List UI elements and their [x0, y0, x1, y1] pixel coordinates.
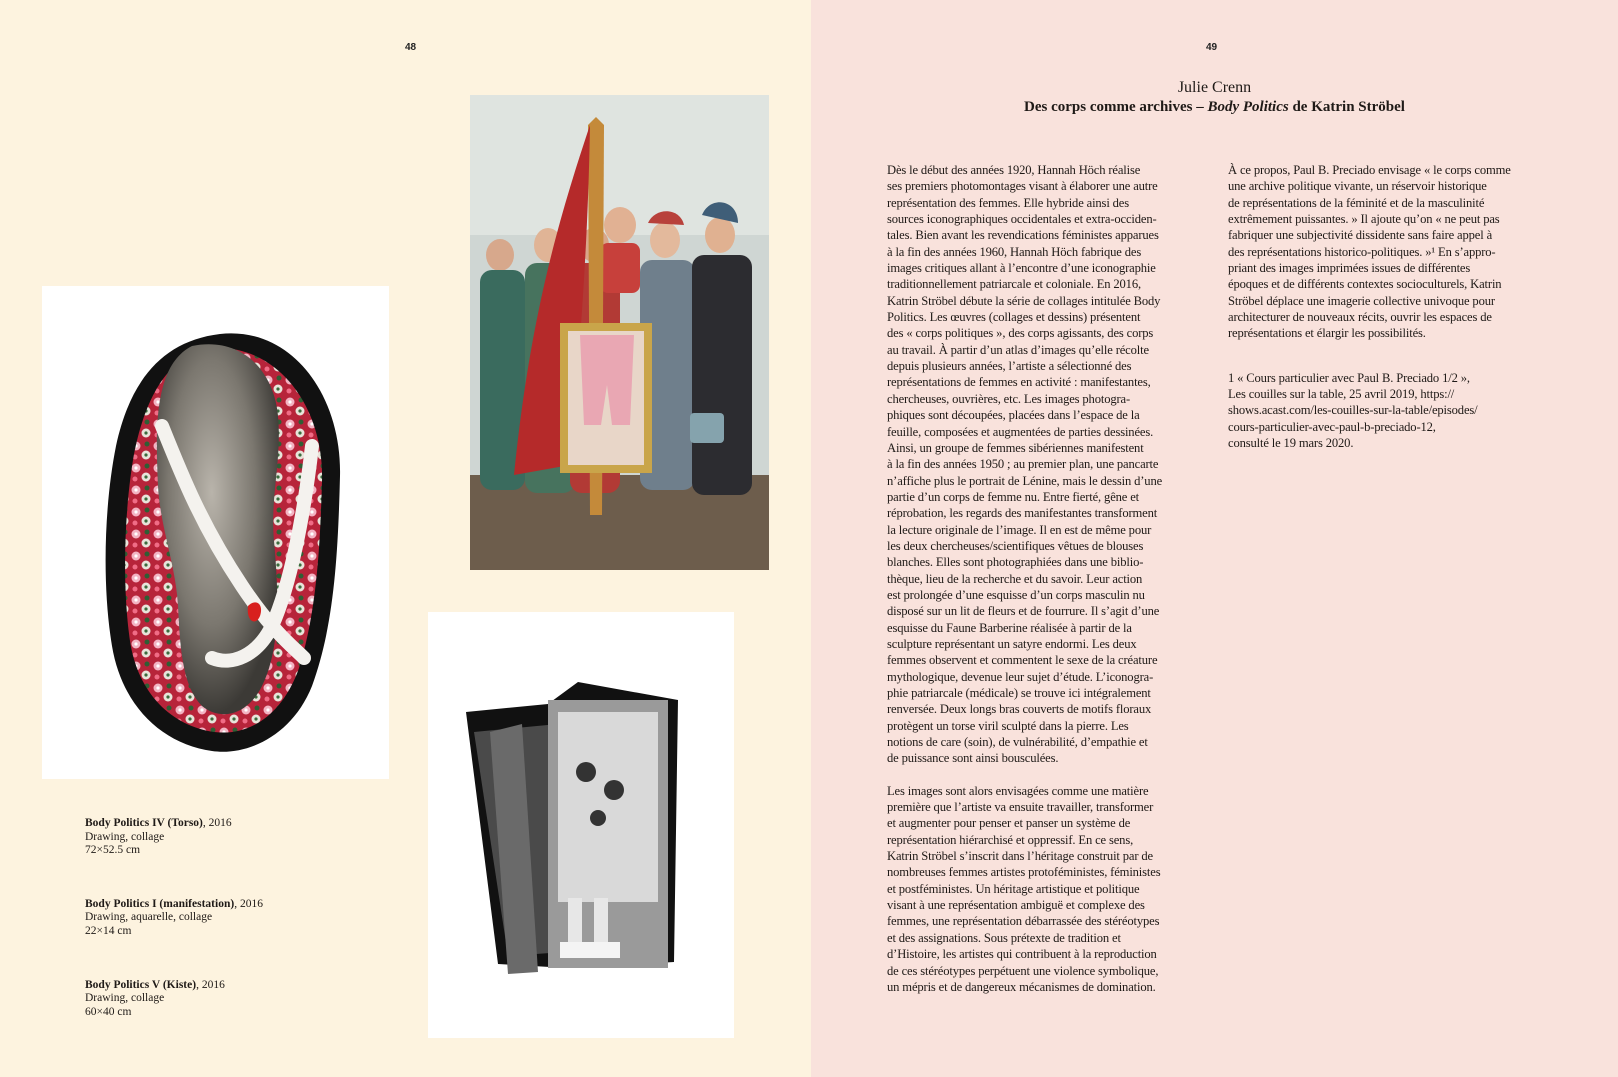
text-line: et augmenter pour penser et panser un système de — [887, 816, 1131, 831]
caption-list — [85, 817, 263, 1059]
caption-year: , 2016 — [196, 978, 225, 991]
caption-medium: Drawing, collage — [85, 830, 165, 843]
artwork-torso — [42, 286, 389, 779]
text-line: protègent un torse viril sculpté dans la pierre. Les — [887, 718, 1129, 733]
text-line: de représentations de la féminité et de la masculinité — [1228, 195, 1485, 210]
text-line: mythologique, devenue leur sujet d’étude. L’iconogra- — [887, 669, 1154, 684]
caption-medium: Drawing, collage — [85, 992, 165, 1005]
text-line: chercheuses, ouvrières, etc. Les images photogra- — [887, 391, 1131, 406]
text-line: nombreuses femmes artistes protoféministes, féministes — [887, 865, 1161, 880]
text-line: blanches. Elles sont photographiées dans une biblio- — [887, 555, 1144, 570]
text-line: consulté le 19 mars 2020. — [1228, 436, 1354, 451]
text-line: représentation des femmes. Elle hybride ainsi des — [887, 195, 1129, 210]
text-line: Katrin Ströbel s’inscrit dans l’héritage construit par de — [887, 849, 1153, 864]
text-line: réprobation, les regards des manifestantes transforment — [887, 506, 1158, 521]
caption-size: 60×40 cm — [85, 1005, 132, 1018]
text-line: tales. Bien avant les revendications féministes apparues — [887, 228, 1159, 243]
text-line: femmes, une représentation débarrassée des stéréotypes — [887, 914, 1160, 929]
text-line: femmes observent et commentent le sexe de la créature — [887, 653, 1158, 668]
text-line: Politics. Les œuvres (collages et dessins) présentent — [887, 310, 1141, 325]
text-line: représentation hiérarchisé et oppressif. En ce sens, — [887, 832, 1134, 847]
text-line: esquisse du Faune Barberine réalisée à partir de la — [887, 620, 1132, 635]
caption-title: Body Politics I (manifestation) — [85, 897, 235, 910]
text-line: une archive politique vivante, un réservoir historique — [1228, 179, 1487, 194]
text-line: un mépris et de dangereux mécanismes de domination. — [887, 979, 1156, 994]
text-line: notions de care (soin), de vulnérabilité, d’empathie et — [887, 735, 1148, 750]
title-part: de Katrin Ströbel — [1288, 99, 1405, 115]
caption-manifestation — [85, 898, 263, 939]
text-line: shows.acast.com/les-couilles-sur-la-table/episodes/ — [1228, 403, 1478, 418]
text-line: la lecture originale de l’image. Il en est de même pour — [887, 522, 1152, 537]
text-line: priant des images imprimées issues de différentes — [1228, 261, 1471, 276]
text-line: des représentations historico-politiques. »¹ En s’appro- — [1228, 244, 1496, 259]
text-line: ses premiers photomontages visant à élaborer une autre — [887, 179, 1158, 194]
caption-year: , 2016 — [234, 897, 263, 910]
caption-medium: Drawing, aquarelle, collage — [85, 911, 213, 924]
torso-collage-image — [42, 286, 389, 779]
text-line: d’Histoire, les artistes qui contribuent à la reproduction — [887, 947, 1157, 962]
text-line: de puissance sont ainsi bousculées. — [887, 751, 1059, 766]
kiste-collage-image — [428, 612, 734, 1038]
artwork-kiste — [428, 612, 734, 1038]
text-line: représentations et élargir les possibilités. — [1228, 326, 1426, 341]
caption-size: 22×14 cm — [85, 924, 132, 937]
text-line: sources iconographiques occidentales et extra-occiden- — [887, 212, 1157, 227]
text-line: thèque, lieu de la recherche et du savoir. Leur action — [887, 571, 1143, 586]
text-line: partie d’un corps de femme nu. Entre fierté, gêne et — [887, 489, 1140, 504]
text-line: et des assignations. Sous prétexte de tradition et — [887, 930, 1121, 945]
caption-title: Body Politics IV (Torso) — [85, 817, 203, 829]
text-column-1 — [887, 162, 1197, 1011]
text-line: de ces stéréotypes perpétuent une violence symbolique, — [887, 963, 1159, 978]
artwork-manifestation — [470, 95, 769, 570]
text-line: architecturer de nouveaux récits, ouvrir les espaces de — [1228, 310, 1492, 325]
text-line: des « corps politiques », des corps agissants, des corps — [887, 326, 1154, 341]
article-author: Julie Crenn — [1177, 79, 1252, 96]
text-line: représentations de femmes en activité : manifestantes, — [887, 375, 1151, 390]
text-line: n’affiche plus le portrait de Lénine, mais le dessin d’une — [887, 473, 1163, 488]
text-line: images critiques allant à l’encontre d’une iconographie — [887, 261, 1156, 276]
text-line: cours-particulier-avec-paul-b-preciado-12, — [1228, 419, 1436, 434]
page-number-left: 48 — [405, 42, 417, 53]
footnote — [1228, 370, 1540, 452]
text-line: Les images sont alors envisagées comme une matière — [887, 783, 1149, 798]
text-line: Ainsi, un groupe de femmes sibériennes manifestent — [887, 440, 1144, 455]
paragraph-1 — [887, 162, 1197, 767]
text-line: à la fin des années 1960, Hannah Höch fabrique des — [887, 244, 1142, 259]
caption-title: Body Politics V (Kiste) — [85, 978, 197, 991]
text-line: à la fin des années 1950 ; au premier plan, une pancarte — [887, 457, 1159, 472]
text-line: visant à une représentation ambiguë et complexe des — [887, 898, 1145, 913]
text-line: fabriquer une subjectivité dissidente sans faire appel à — [1228, 228, 1493, 243]
text-line: feuille, composées et augmentées de parties dessinées. — [887, 424, 1154, 439]
paragraph-3 — [1228, 162, 1540, 342]
text-column-2 — [1228, 162, 1540, 452]
text-line: Ströbel déplace une imagerie collective univoque pour — [1228, 293, 1495, 308]
text-line: Dès le début des années 1920, Hannah Höch réalise — [887, 163, 1141, 177]
manifestation-collage-image — [470, 95, 769, 570]
text-line: phiques sont découpées, placées dans l’espace de la — [887, 408, 1140, 423]
text-line: extrêmement puissantes. » Il ajoute qu’on « ne peut pas — [1228, 212, 1500, 227]
text-line: et postféministes. Un héritage artistique et politique — [887, 881, 1140, 896]
text-line: À ce propos, Paul B. Preciado envisage « le corps comme — [1228, 163, 1511, 177]
text-line: est prolongée d’une esquisse d’un corps masculin nu — [887, 587, 1145, 602]
caption-torso — [85, 817, 263, 858]
caption-size: 72×52.5 cm — [85, 844, 141, 857]
text-line: phie patriarcale (médicale) se trouve ici intégralement — [887, 686, 1151, 700]
text-line: sculpture représentant un satyre endormi. Les deux — [887, 636, 1137, 651]
right-page — [811, 0, 1618, 1077]
text-line: traditionnellement patriarcale et coloniale. En 2016, — [887, 277, 1141, 292]
text-line: Les couilles sur la table, 25 avril 2019, https:// — [1228, 387, 1455, 402]
title-part: Des corps comme archives – — [1024, 99, 1208, 115]
article-title — [811, 97, 1618, 117]
text-line: depuis plusieurs années, l’artiste a sélectionné des — [887, 359, 1132, 374]
text-line: les deux chercheuses/scientifiques vêtues de blouses — [887, 538, 1144, 553]
text-line: première que l’artiste va ensuite travailler, transformer — [887, 800, 1154, 815]
page-number-right: 49 — [1206, 42, 1218, 53]
text-line: au travail. À partir d’un atlas d’images qu’elle récolte — [887, 342, 1149, 357]
text-line: Katrin Ströbel débute la série de collages intitulée Body — [887, 293, 1161, 308]
text-line: époques et de différents contextes socioculturels, Katrin — [1228, 277, 1502, 292]
caption-year: , 2016 — [202, 817, 232, 829]
text-line: 1 « Cours particulier avec Paul B. Preciado 1/2 », — [1228, 370, 1470, 385]
paragraph-2 — [887, 783, 1197, 995]
text-line: renversée. Deux longs bras couverts de motifs floraux — [887, 702, 1152, 717]
title-italic: Body Politics — [1207, 99, 1289, 115]
caption-kiste — [85, 979, 263, 1020]
text-line: disposé sur un lit de fleurs et de fourrure. Il s’agit d’une — [887, 604, 1160, 619]
